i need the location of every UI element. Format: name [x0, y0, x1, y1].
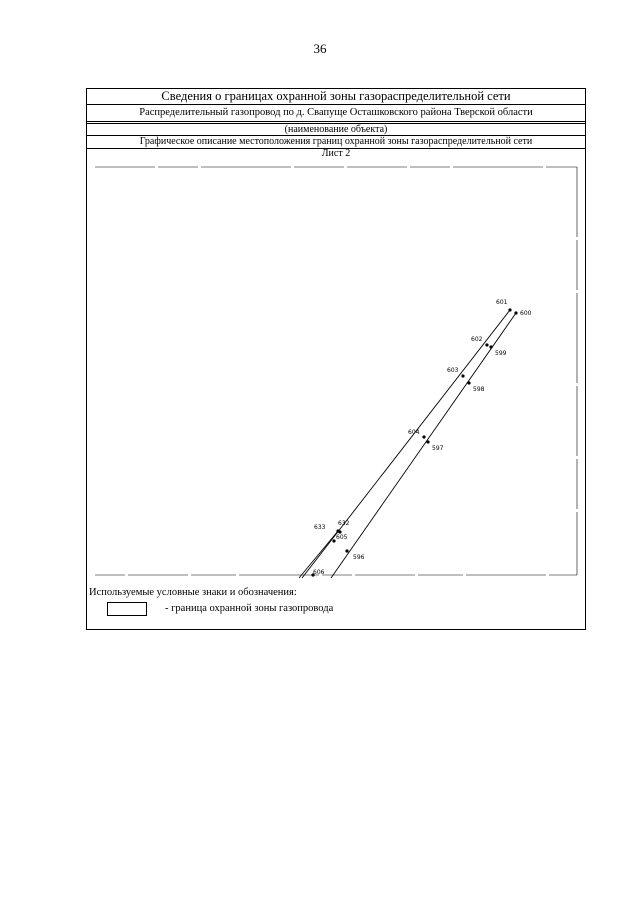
boundary-point-marker: [345, 549, 348, 552]
boundary-point-label: 597: [432, 445, 444, 452]
boundary-point-label: 605: [336, 534, 348, 541]
legend-symbol-box: [107, 602, 147, 616]
graphic-description: Графическое описание местоположения границ охранной зоны газораспределительной сети: [87, 136, 585, 149]
boundary-point-marker: [508, 308, 511, 311]
boundary-point-label: 633: [314, 524, 326, 531]
boundary-point-label: 606: [313, 569, 325, 576]
boundary-point-label: 602: [471, 336, 483, 343]
boundary-point-label: 596: [353, 554, 365, 561]
document-frame: [86, 88, 586, 630]
boundary-point-label: 604: [408, 429, 420, 436]
boundary-point-label: 603: [447, 367, 459, 374]
object-caption: (наименование объекта): [87, 124, 585, 136]
legend-item-text: - граница охранной зоны газопровода: [165, 603, 334, 614]
boundary-point-label: 600: [520, 310, 532, 317]
object-name: Распределительный газопровод по д. Свапуще Осташковского района Тверской области: [87, 105, 585, 122]
boundary-point-label: 599: [495, 350, 507, 357]
boundary-point-label: 601: [496, 299, 508, 306]
boundary-point-marker: [426, 440, 429, 443]
sheet-label: Лист 2: [321, 148, 351, 159]
boundary-point-marker: [514, 311, 517, 314]
boundary-point-marker: [489, 345, 492, 348]
boundary-point-label: 632: [338, 520, 350, 527]
boundary-points: [311, 299, 531, 577]
boundary-point-label: 598: [473, 386, 485, 393]
map-frame: [95, 167, 577, 575]
boundary-point-marker: [461, 374, 464, 377]
doc-title: Сведения о границах охранной зоны газораспределительной сети: [87, 89, 585, 105]
boundary-point-marker: [485, 343, 488, 346]
boundary-point-marker: [467, 381, 470, 384]
legend-title: Используемые условные знаки и обозначения:: [89, 587, 297, 598]
zone-boundary: [299, 310, 516, 578]
boundary-map: [87, 161, 585, 583]
page-number: 36: [313, 41, 327, 56]
boundary-point-marker: [422, 435, 425, 438]
